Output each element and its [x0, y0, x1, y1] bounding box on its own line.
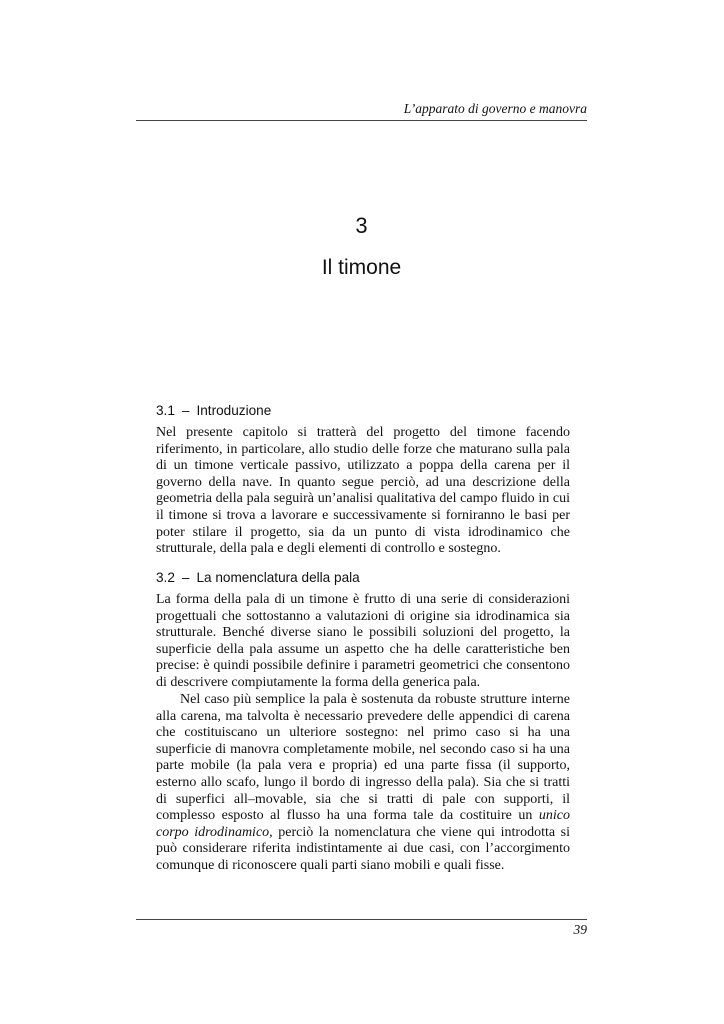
- running-header: L’apparato di governo e manovra: [403, 101, 587, 116]
- section-heading-introduzione: [156, 402, 576, 419]
- body-paragraph: [156, 692, 570, 875]
- section-separator: –: [181, 403, 190, 418]
- section-number: 3.1: [156, 403, 175, 418]
- section-heading-nomenclatura: [156, 569, 576, 586]
- body-paragraph: Nel presente capitolo si tratterà del progetto del timone facendo riferimento, in particolare, allo studio delle forze che maturano sulla pala di un timone verticale passivo, utilizzato a poppa della carena per il governo della nave. In quanto segue perciò, ad una descrizione della geometria della pala seguirà un’analisi qualitativa del campo fluido in cui il timone si trova a lavorare e successivamente si forniranno le basi per poter stilare il progetto, sia da un punto di vista idrodinamico che strutturale, della pala e degli elementi di controllo e sostegno.: [156, 425, 570, 557]
- chapter-title: Il timone: [321, 256, 402, 279]
- paragraph-text: , perciò la nomenclatura che viene qui introdotta si può considerare riferita indistintamente ai due casi, con l’accorgimento comunque di riconoscere quali parti siano mobili e quali fisse.: [156, 824, 570, 873]
- section-number: 3.2: [156, 570, 175, 585]
- section-separator: –: [181, 570, 190, 585]
- section-title: Introduzione: [196, 403, 272, 418]
- section-title: La nomenclatura della pala: [196, 570, 360, 585]
- footer-rule: [136, 919, 587, 920]
- paragraph-text: Nel caso più semplice la pala è sostenuta da robuste strutture interne alla carena, ma talvolta è necessario prevedere delle appendici di carena che costituiscano un ulteriore sostegno: nel primo caso si ha una superficie di manovra completamente mobile, nel secondo caso si ha una parte mobile (la pala vera e propria) ed una parte fissa (il supporto, esterno allo scafo, lungo il bordo di ingresso della pala). Sia che si tratti di superfici all–movable, sia che si tratti di pale con supporti, il complesso esposto al flusso ha una forma tale da costituire un: [156, 692, 570, 824]
- page-number: 39: [573, 922, 587, 937]
- chapter-number: 3: [355, 213, 368, 238]
- body-paragraph: La forma della pala di un timone è frutto di una serie di considerazioni progettuali che sottostanno a valutazioni di origine sia idrodinamica sia strutturale. Benché diverse siano le possibili soluzioni del progetto, la superficie della pala assume un aspetto che ha delle caratteristiche ben precise: è quindi possibile definire i parametri geometrici che consentono di descrivere compiutamente la forma della generica pala.: [156, 592, 570, 690]
- header-rule: [136, 120, 587, 121]
- emphasized-term: unico corpo idrodinamico: [156, 808, 570, 840]
